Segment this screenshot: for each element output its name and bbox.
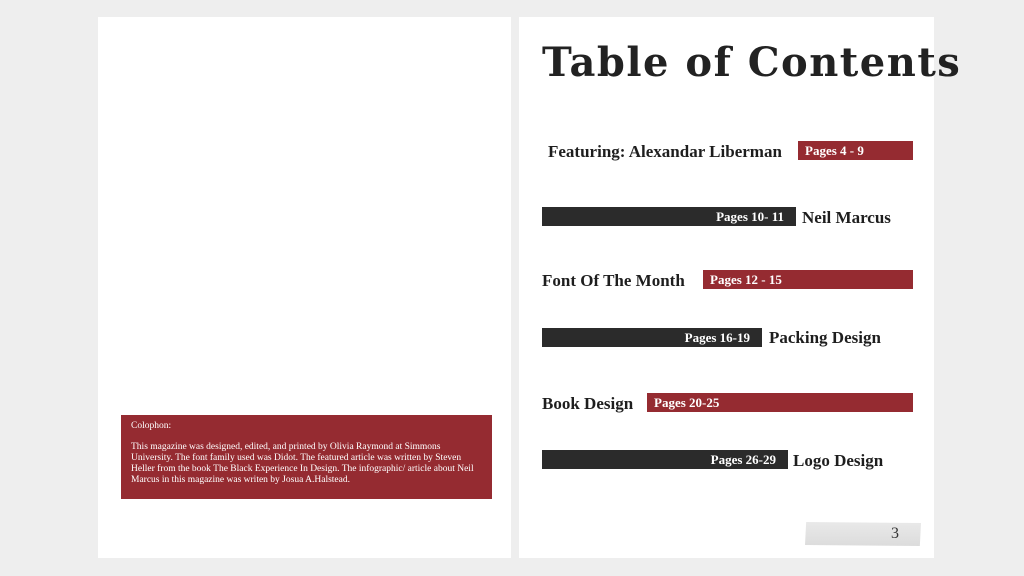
page-number: 3 <box>891 525 899 542</box>
toc-entry-title: Packing Design <box>769 328 881 347</box>
toc-entry-title: Featuring: Alexandar Liberman <box>548 142 782 161</box>
toc-page-range-bar: Pages 12 - 15 <box>703 270 913 289</box>
toc-entry-title: Book Design <box>542 394 634 413</box>
toc-page-range-bar: Pages 16-19 <box>542 328 762 347</box>
toc-page-range-bar: Pages 4 - 9 <box>798 141 913 160</box>
toc-page-range-bar: Pages 10- 11 <box>542 207 796 226</box>
colophon-heading: Colophon: <box>131 421 172 431</box>
left-page <box>98 17 511 558</box>
toc-page-range-bar: Pages 20-25 <box>647 393 913 412</box>
colophon-text: This magazine was designed, edited, and printed by Olivia Raymond at Simmons University. The font family used was Didot. The featured article was written by Steven Heller from the book The Black Experience In Design. The infographic/ article about Neil Marcus in this magazine was writen by Josua A.Halstead. <box>131 442 474 485</box>
right-page <box>519 17 962 558</box>
toc-entry-title: Neil Marcus <box>802 208 891 227</box>
toc-entry-title: Logo Design <box>793 451 884 470</box>
toc-entry-title: Font Of The Month <box>542 271 685 290</box>
toc-page-range-bar: Pages 26-29 <box>542 450 788 469</box>
page-title: Table of Contents <box>542 39 962 86</box>
colophon-box <box>121 415 492 499</box>
tape-label <box>805 522 921 546</box>
